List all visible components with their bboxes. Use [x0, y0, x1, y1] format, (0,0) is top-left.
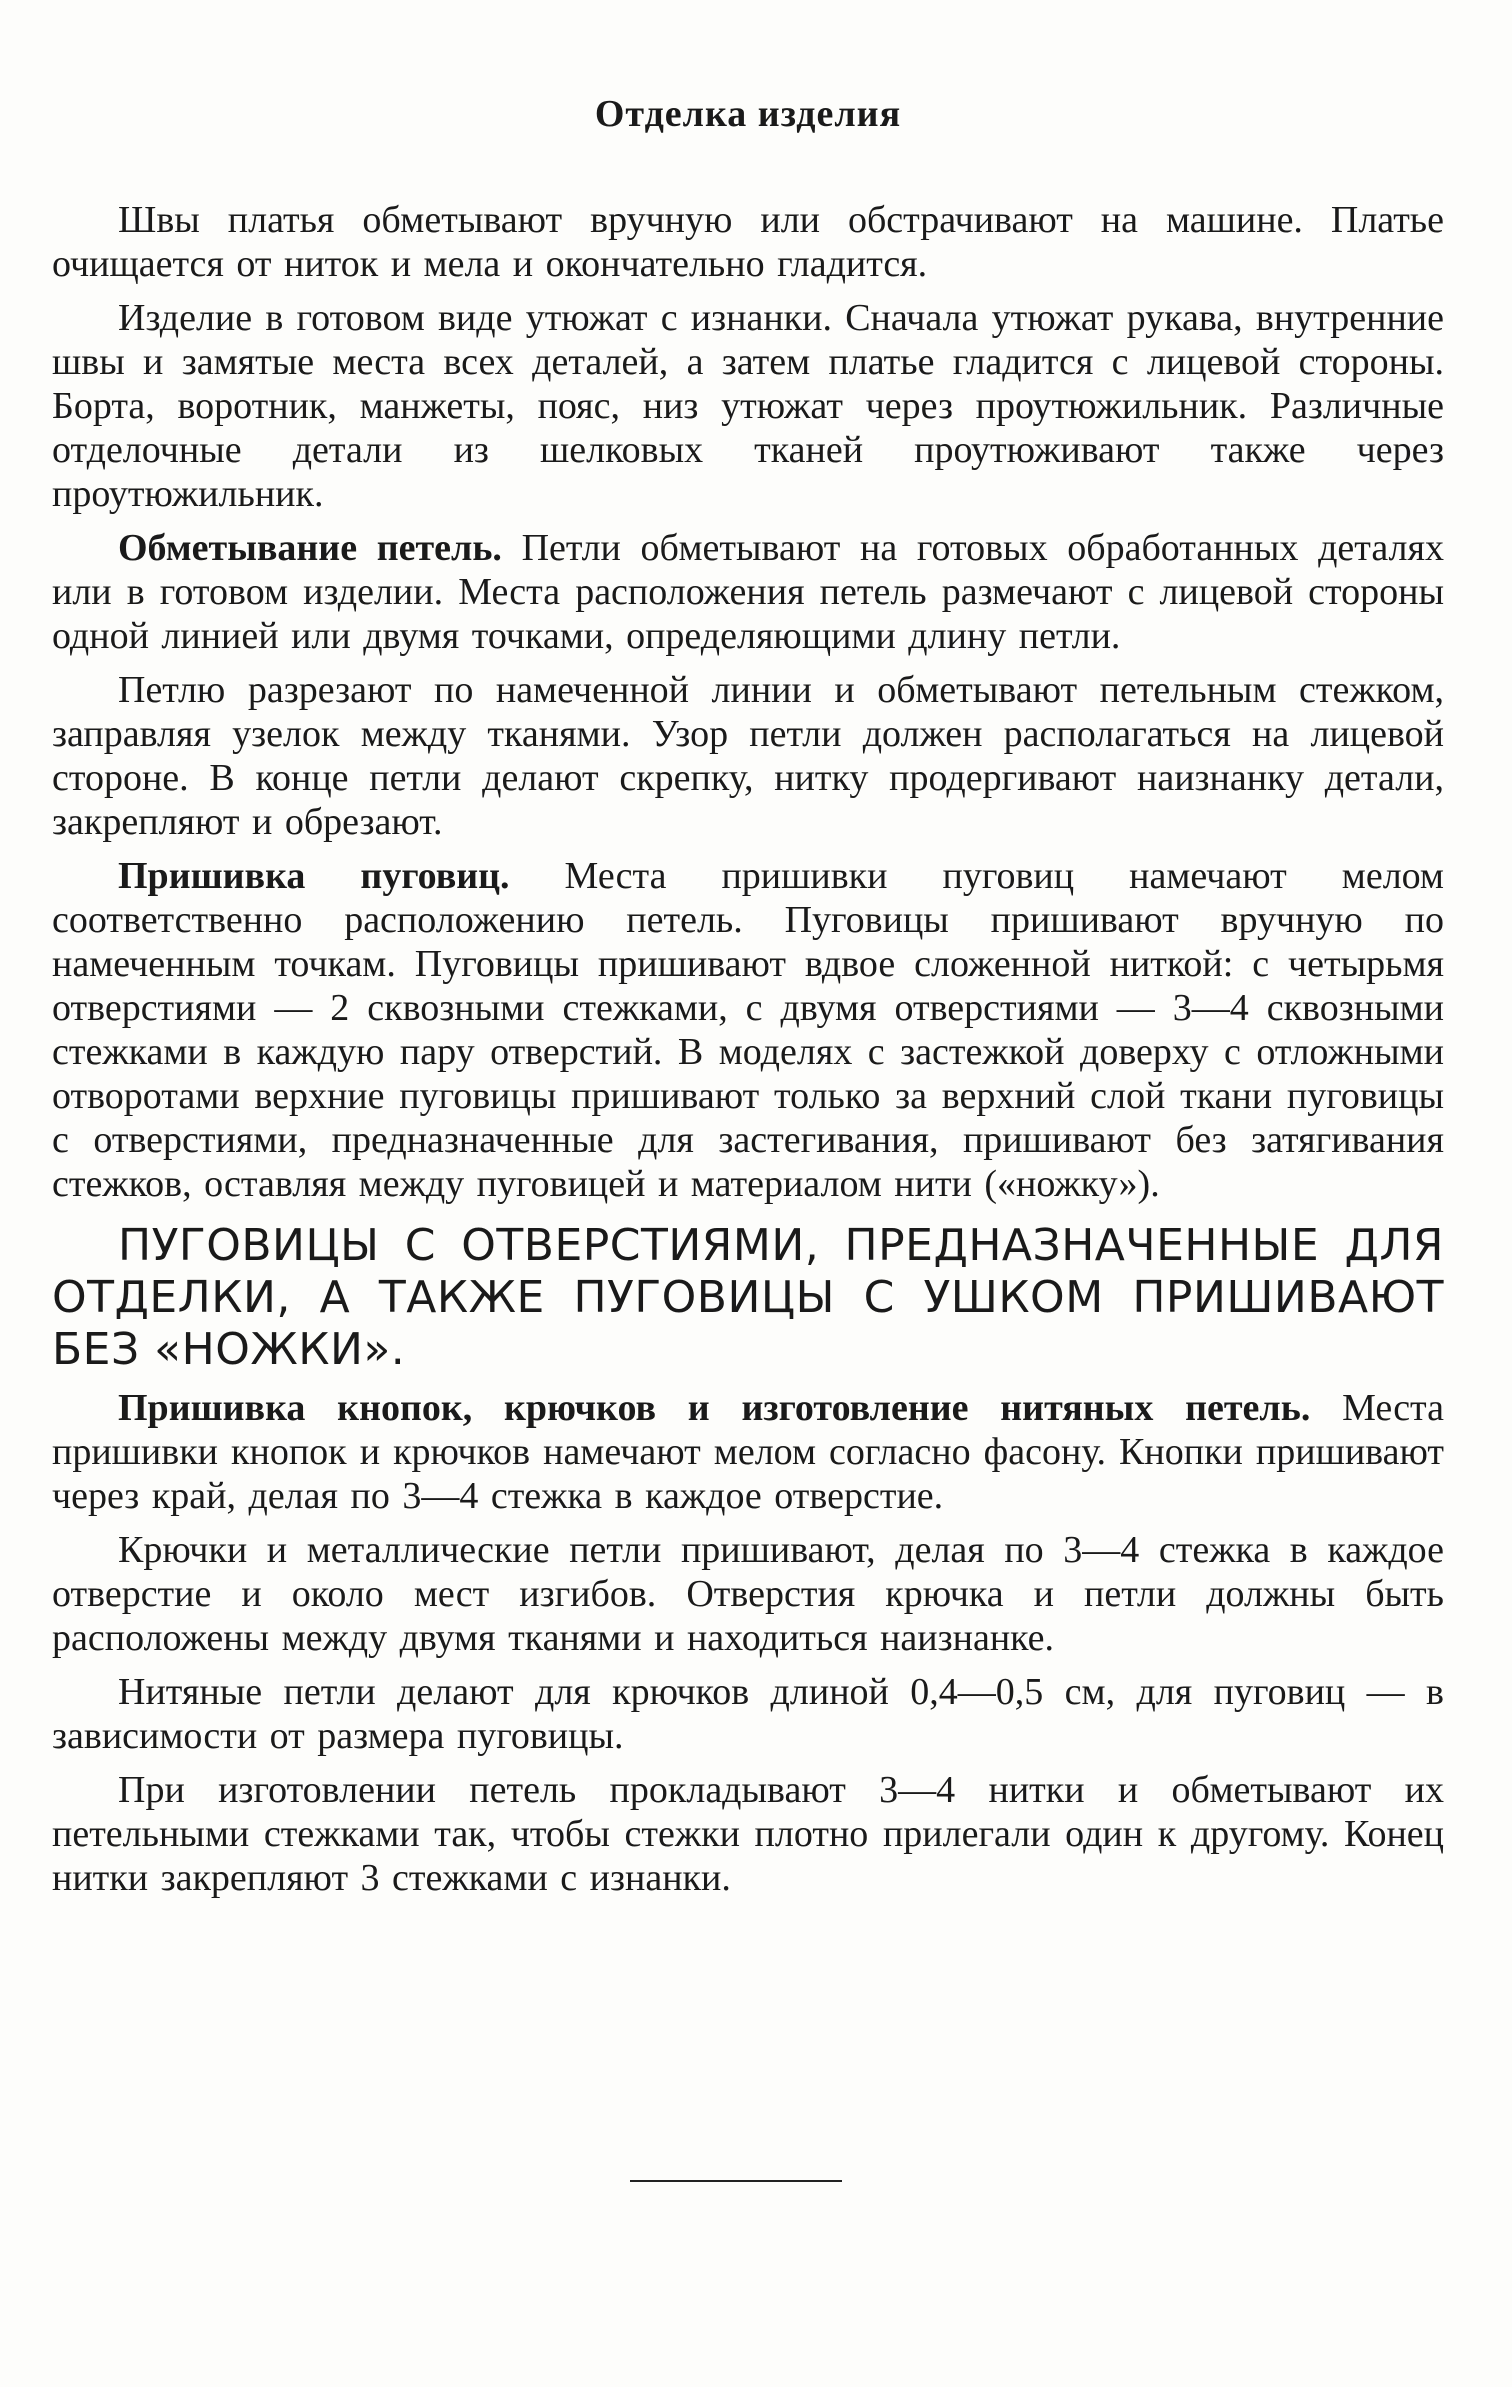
caps-paragraph: ПУГОВИЦЫ С ОТВЕРСТИЯМИ, ПРЕДНАЗНАЧЕННЫЕ ДЛЯ ОТДЕЛКИ, А ТАКЖЕ ПУГОВИЦЫ С УШКОМ ПРИШИВАЮТ БЕЗ «НОЖКИ». — [52, 1220, 1444, 1375]
paragraph-text: Крючки и металлические петли пришивают, делая по 3—4 стежка в каждое отверстие и около мест изгибов. Отверстия крючка и петли должны быть расположены между двумя тканями и находиться наизнанке. — [52, 1529, 1444, 1659]
paragraph-lead: Пришивка пуговиц. — [118, 855, 510, 897]
paragraph-text: При изготовлении петель прокладывают 3—4 нитки и обметывают их петельными стежками так, чтобы стежки плотно прилегали один к другому. Конец нитки закрепляют 3 стежками с изнанки. — [52, 1769, 1444, 1899]
paragraph-9 — [52, 1768, 1444, 1900]
paragraph-text: Швы платья обметывают вручную или обстрачивают на машине. Платье очищается от ниток и мела и окончательно гладится. — [52, 199, 1444, 285]
paragraph-text: Нитяные петли делают для крючков длиной 0,4—0,5 см, для пуговиц — в зависимости от размера пуговицы. — [52, 1671, 1444, 1757]
paragraph-3 — [52, 526, 1444, 658]
paragraph-text: Изделие в готовом виде утюжат с изнанки. Сначала утюжат рукава, внутренние швы и замятые места всех деталей, а затем платье гладится с лицевой стороны. Борта, воротник, манжеты, пояс, низ утюжат через проутюжильник. Различные отделочные детали из шелковых тканей проутюживают также через проутюжильник. — [52, 297, 1444, 515]
paragraph-6 — [52, 1386, 1444, 1518]
paragraph-4 — [52, 668, 1444, 844]
paragraph-lead: Пришивка кнопок, крючков и изготовление нитяных петель. — [118, 1387, 1311, 1429]
text-block — [52, 92, 1444, 1910]
section-title: Отделка изделия — [594, 93, 902, 135]
end-rule — [630, 2180, 842, 2182]
paragraph-text: Места пришивки пуговиц намечают мелом соответственно расположению петель. Пуговицы пришивают вручную по намеченным точкам. Пуговицы пришивают вдвое сложенной ниткой: с четырьмя отверстиями — 2 сквозными стежками, с двумя отверстиями — 3—4 сквозными стежками в каждую пару отверстий. В моделях с застежкой доверху с отложными отворотами верхние пуговицы пришивают только за верхний слой ткани пуговицы с отверстиями, предназначенные для застегивания, пришивают без затягивания стежков, оставляя между пуговицей и материалом нити («ножку»). — [52, 855, 1444, 1205]
paragraph-8 — [52, 1670, 1444, 1758]
paragraph-lead: Обметывание петель. — [118, 527, 502, 569]
paragraph-1 — [52, 198, 1444, 286]
paragraph-text: Петлю разрезают по намеченной линии и обметывают петельным стежком, заправляя узелок между тканями. Узор петли должен располагаться на лицевой стороне. В конце петли делают скрепку, нитку продергивают наизнанку детали, закрепляют и обрезают. — [52, 669, 1444, 843]
paragraph-7 — [52, 1528, 1444, 1660]
paragraph-2 — [52, 296, 1444, 516]
paragraph-text: Места пришивки кнопок и крючков намечают мелом согласно фасону. Кнопки пришивают через край, делая по 3—4 стежка в каждое отверстие. — [52, 1387, 1444, 1517]
paragraph-text: Петли обметывают на готовых обработанных деталях или в готовом изделии. Места расположения петель размечают с лицевой стороны одной линией или двумя точками, определяющими длину петли. — [52, 527, 1445, 657]
paragraph-5 — [52, 854, 1444, 1206]
